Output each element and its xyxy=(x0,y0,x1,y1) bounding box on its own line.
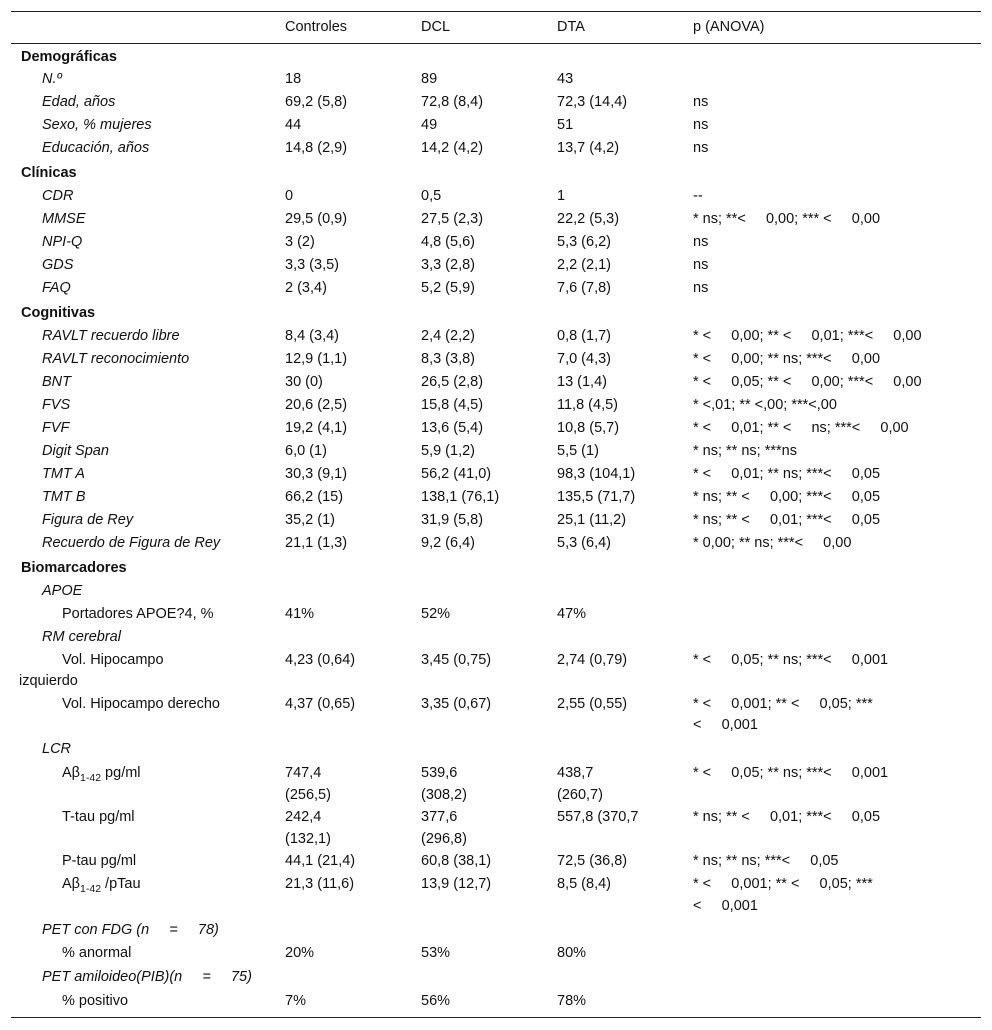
cell-dta: 0,8 (1,7) xyxy=(557,328,611,344)
cell-dcl: 60,8 (38,1) xyxy=(421,853,492,869)
cell-dcl: 5,9 (1,2) xyxy=(421,443,475,459)
cell-controles: 21,3 (11,6) xyxy=(285,876,355,892)
cell-dta: 1 xyxy=(557,188,566,204)
header-p-anova: p (ANOVA) xyxy=(693,19,765,35)
cell-dcl: 31,9 (5,8) xyxy=(421,512,484,528)
abeta-symbol: Aβ xyxy=(62,765,81,781)
cell-dta: 5,3 (6,2) xyxy=(557,234,611,250)
cell-dcl: 13,6 (5,4) xyxy=(421,420,484,436)
cell-dcl: 26,5 (2,8) xyxy=(421,374,484,390)
cell-p: * <,01; ** <,00; ***<,00 xyxy=(693,397,837,413)
cell-dcl: 56,2 (41,0) xyxy=(421,466,492,482)
row-label: FVF xyxy=(42,420,70,436)
cell-dcl: 72,8 (8,4) xyxy=(421,94,484,110)
row-label: RAVLT reconocimiento xyxy=(42,351,190,367)
cell-controles: 4,37 (0,65) xyxy=(285,696,356,712)
row-label: TMT A xyxy=(42,466,85,482)
row-label: GDS xyxy=(42,257,74,273)
cell-dta: 557,8 (370,7 xyxy=(557,809,639,825)
cell-dta: 438,7 xyxy=(557,765,594,781)
row-label: Portadores APOE?4, % xyxy=(62,606,214,622)
row-label: T-tau pg/ml xyxy=(62,809,135,825)
row-label: Vol. Hipocampo derecho xyxy=(62,696,220,712)
cell-controles: 41% xyxy=(285,606,315,622)
cell-p: * ns; ** < 0,01; ***< 0,05 xyxy=(693,809,881,825)
cell-dta: 11,8 (4,5) xyxy=(557,397,618,413)
cell-controles: 3 (2) xyxy=(285,234,315,250)
cell-p: * 0,00; ** ns; ***< 0,00 xyxy=(693,535,852,551)
row-label: RAVLT recuerdo libre xyxy=(42,328,180,344)
cell-p: * < 0,001; ** < 0,05; *** xyxy=(693,696,873,712)
cell-dcl: 4,8 (5,6) xyxy=(421,234,475,250)
cell-controles: 20% xyxy=(285,945,315,961)
subsection-title: PET amiloideo(PIB)(n = 75) xyxy=(42,969,252,985)
cell-dcl: 53% xyxy=(421,945,451,961)
cell-dta: 13 (1,4) xyxy=(557,374,607,390)
cell-p: * < 0,05; ** < 0,00; ***< 0,00 xyxy=(693,374,922,390)
cell-controles: 4,23 (0,64) xyxy=(285,652,356,668)
cell-p: * ns; ** < 0,00; ***< 0,05 xyxy=(693,489,881,505)
cell-p: * < 0,00; ** ns; ***< 0,00 xyxy=(693,351,881,367)
cell-controles: 242,4 xyxy=(285,809,322,825)
cell-dta: 8,5 (8,4) xyxy=(557,876,611,892)
row-label: Recuerdo de Figura de Rey xyxy=(42,535,221,551)
cell-p: ns xyxy=(693,140,709,156)
cell-p: * < 0,01; ** ns; ***< 0,05 xyxy=(693,466,881,482)
cell-dcl: 138,1 (76,1) xyxy=(421,489,500,505)
row-label: Sexo, % mujeres xyxy=(42,117,152,133)
row-label: FVS xyxy=(42,397,71,413)
cell-dta: 5,5 (1) xyxy=(557,443,599,459)
cell-dta: 2,2 (2,1) xyxy=(557,257,611,273)
cell-p: * < 0,05; ** ns; ***< 0,001 xyxy=(693,652,889,668)
row-label: FAQ xyxy=(42,280,71,296)
cell-dta: 22,2 (5,3) xyxy=(557,211,620,227)
cell-p: * < 0,01; ** < ns; ***< 0,00 xyxy=(693,420,909,436)
cell-dcl-continuation: (308,2) xyxy=(421,787,467,803)
cell-p-continuation: < 0,001 xyxy=(693,717,758,733)
header-dcl: DCL xyxy=(421,19,451,35)
cell-controles: 6,0 (1) xyxy=(285,443,327,459)
cell-controles: 30,3 (9,1) xyxy=(285,466,348,482)
row-label: TMT B xyxy=(42,489,86,505)
row-label: N.º xyxy=(42,71,62,87)
cell-p: * < 0,001; ** < 0,05; *** xyxy=(693,876,873,892)
cell-dcl: 52% xyxy=(421,606,451,622)
cell-dcl: 377,6 xyxy=(421,809,458,825)
cell-p-continuation: < 0,001 xyxy=(693,898,758,914)
cell-p: ns xyxy=(693,257,709,273)
cell-controles: 29,5 (0,9) xyxy=(285,211,348,227)
cell-controles: 69,2 (5,8) xyxy=(285,94,348,110)
cell-controles-continuation: (256,5) xyxy=(285,787,331,803)
subsection-title: RM cerebral xyxy=(42,629,121,645)
cell-controles: 19,2 (4,1) xyxy=(285,420,348,436)
cell-p: ns xyxy=(693,234,709,250)
row-label: Figura de Rey xyxy=(42,512,134,528)
cell-controles: 30 (0) xyxy=(285,374,323,390)
cell-dcl: 5,2 (5,9) xyxy=(421,280,475,296)
cell-controles: 747,4 xyxy=(285,765,322,781)
cell-controles: 44 xyxy=(285,117,302,133)
cell-p: * ns; ** < 0,01; ***< 0,05 xyxy=(693,512,881,528)
cell-controles: 0 xyxy=(285,188,294,204)
cell-controles: 14,8 (2,9) xyxy=(285,140,348,156)
row-label: % anormal xyxy=(62,945,132,961)
cell-dcl: 89 xyxy=(421,71,438,87)
cell-controles: 35,2 (1) xyxy=(285,512,335,528)
subsection-title: PET con FDG (n = 78) xyxy=(42,922,219,938)
cell-p: * ns; **< 0,00; *** < 0,00 xyxy=(693,211,881,227)
cell-dta: 51 xyxy=(557,117,574,133)
cell-dcl-continuation: (296,8) xyxy=(421,831,467,847)
abeta-subscript: 1-42 xyxy=(80,882,102,895)
row-label-continuation: izquierdo xyxy=(19,673,78,689)
cell-controles: 8,4 (3,4) xyxy=(285,328,339,344)
header-controles: Controles xyxy=(285,19,348,35)
cell-dta: 25,1 (11,2) xyxy=(557,512,627,528)
subsection-title: APOE xyxy=(42,583,83,599)
cell-controles: 44,1 (21,4) xyxy=(285,853,356,869)
abeta-unit: pg/ml xyxy=(101,765,141,781)
cell-dta: 98,3 (104,1) xyxy=(557,466,636,482)
header-dta: DTA xyxy=(557,19,585,35)
cell-controles: 21,1 (1,3) xyxy=(285,535,348,551)
row-label: P-tau pg/ml xyxy=(62,853,137,869)
cell-dcl: 13,9 (12,7) xyxy=(421,876,492,892)
cell-dta: 72,5 (36,8) xyxy=(557,853,628,869)
cell-dta: 78% xyxy=(557,993,587,1009)
cell-dta: 47% xyxy=(557,606,587,622)
cell-dta: 2,74 (0,79) xyxy=(557,652,628,668)
cell-p: ns xyxy=(693,280,709,296)
row-label: Digit Span xyxy=(42,443,109,459)
cell-controles: 2 (3,4) xyxy=(285,280,327,296)
cell-dcl: 14,2 (4,2) xyxy=(421,140,484,156)
cell-dcl: 3,45 (0,75) xyxy=(421,652,492,668)
ptau-suffix: /pTau xyxy=(101,876,141,892)
cell-controles-continuation: (132,1) xyxy=(285,831,331,847)
cell-dcl: 49 xyxy=(421,117,438,133)
cell-p: ns xyxy=(693,117,709,133)
section-title: Cognitivas xyxy=(21,305,96,321)
cell-dta: 43 xyxy=(557,71,574,87)
cell-controles: 12,9 (1,1) xyxy=(285,351,348,367)
cell-controles: 18 xyxy=(285,71,302,87)
row-label: CDR xyxy=(42,188,74,204)
cell-dcl: 3,3 (2,8) xyxy=(421,257,475,273)
row-label xyxy=(62,763,141,788)
cell-dta: 80% xyxy=(557,945,587,961)
cell-dcl: 27,5 (2,3) xyxy=(421,211,484,227)
abeta-subscript: 1-42 xyxy=(80,771,102,784)
cell-dta: 7,6 (7,8) xyxy=(557,280,611,296)
cell-dta: 135,5 (71,7) xyxy=(557,489,636,505)
cell-dcl: 3,35 (0,67) xyxy=(421,696,492,712)
row-label: MMSE xyxy=(42,211,86,227)
cell-dcl: 0,5 xyxy=(421,188,442,204)
cell-dcl: 9,2 (6,4) xyxy=(421,535,475,551)
cell-p: ns xyxy=(693,94,709,110)
section-title: Demográficas xyxy=(21,49,117,65)
cell-dta: 2,55 (0,55) xyxy=(557,696,628,712)
cell-p: * ns; ** ns; ***ns xyxy=(693,443,797,459)
cell-p: * < 0,00; ** < 0,01; ***< 0,00 xyxy=(693,328,922,344)
cell-dta: 5,3 (6,4) xyxy=(557,535,611,551)
cell-dta: 7,0 (4,3) xyxy=(557,351,611,367)
section-title: Clínicas xyxy=(21,165,77,181)
cell-p: * ns; ** ns; ***< 0,05 xyxy=(693,853,839,869)
cell-dcl: 56% xyxy=(421,993,451,1009)
section-title: Biomarcadores xyxy=(21,560,127,576)
top-rule xyxy=(11,11,981,12)
row-label xyxy=(62,874,141,899)
cell-controles: 7% xyxy=(285,993,306,1009)
cell-p: -- xyxy=(693,188,703,204)
row-label: NPI-Q xyxy=(42,234,83,250)
cell-controles: 66,2 (15) xyxy=(285,489,344,505)
row-label: Educación, años xyxy=(42,140,150,156)
row-label: Edad, años xyxy=(42,94,116,110)
row-label: Vol. Hipocampo xyxy=(62,652,164,668)
abeta-symbol: Aβ xyxy=(62,876,81,892)
cell-dta: 72,3 (14,4) xyxy=(557,94,628,110)
cell-dcl: 2,4 (2,2) xyxy=(421,328,475,344)
cell-dcl: 8,3 (3,8) xyxy=(421,351,475,367)
bottom-rule xyxy=(11,1017,981,1018)
cell-dta: 10,8 (5,7) xyxy=(557,420,620,436)
cell-controles: 20,6 (2,5) xyxy=(285,397,348,413)
header-rule xyxy=(11,43,981,44)
subsection-title: LCR xyxy=(42,741,72,757)
cell-p: * < 0,05; ** ns; ***< 0,001 xyxy=(693,765,889,781)
cell-dcl: 15,8 (4,5) xyxy=(421,397,484,413)
cell-dcl: 539,6 xyxy=(421,765,458,781)
cell-dta-continuation: (260,7) xyxy=(557,787,603,803)
row-label: BNT xyxy=(42,374,71,390)
cell-dta: 13,7 (4,2) xyxy=(557,140,620,156)
row-label: % positivo xyxy=(62,993,129,1009)
cell-controles: 3,3 (3,5) xyxy=(285,257,339,273)
